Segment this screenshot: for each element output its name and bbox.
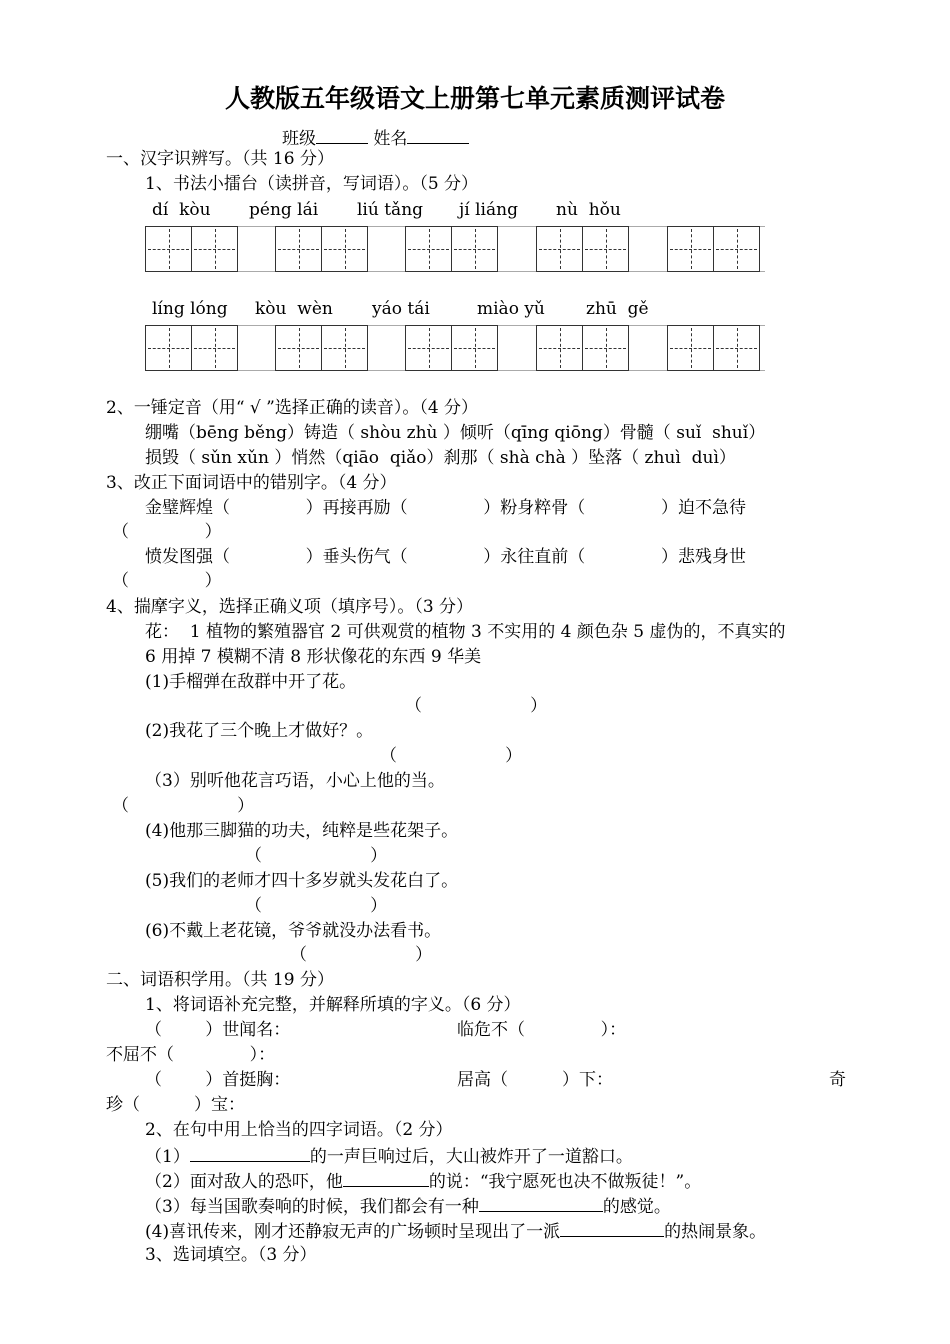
section-1-heading: 一、汉字识辨写。（共 16 分） xyxy=(106,149,334,169)
q1-heading: 1、书法小擂台（读拼音，写词语）。（5 分） xyxy=(145,174,479,194)
s2-q2-heading: 2、在句中用上恰当的四字词语。（2 分） xyxy=(145,1120,453,1140)
idiom-fill-f-start: 奇 xyxy=(829,1070,846,1090)
q4-sentence-4: (4)他那三脚猫的功夫，纯粹是些花架子。 xyxy=(145,821,459,841)
writing-box[interactable] xyxy=(275,226,368,272)
q4-sentence-5: (5)我们的老师才四十多岁就头发花白了。 xyxy=(145,871,459,891)
pinyin-2: péng lái xyxy=(249,200,319,220)
s2-q1-heading: 1、将词语补充完整，并解释所填的字义。（6 分） xyxy=(145,995,521,1015)
answer-paren[interactable]: （ ） xyxy=(290,945,433,965)
section-2-heading: 二、词语积学用。（共 19 分） xyxy=(106,970,334,990)
q3-line-1-cont: （ ） xyxy=(112,522,222,542)
q4-heading: 4、揣摩字义，选择正确义项（填序号）。（3 分） xyxy=(106,597,474,617)
answer-paren[interactable]: （ ） xyxy=(380,746,523,766)
fill-blank[interactable] xyxy=(560,1219,664,1237)
fill-blank[interactable] xyxy=(190,1144,310,1162)
s2-q2-sentence-3: （3）每当国歌奏响的时候，我们都会有一种 的感觉。 xyxy=(145,1194,671,1218)
writing-box[interactable] xyxy=(405,325,498,371)
idiom-fill-f[interactable]: 珍（ ）宝： xyxy=(106,1095,246,1115)
q4-sentence-1: (1)手榴弹在敌群中开了花。 xyxy=(145,672,357,692)
pinyin-1: dí kòu xyxy=(152,200,211,220)
writing-box[interactable] xyxy=(536,226,629,272)
q4-sentence-6: (6)不戴上老花镜，爷爷就没办法看书。 xyxy=(145,921,442,941)
q2-heading: 2、一锤定音（用“ √ ”选择正确的读音）。（4 分） xyxy=(106,398,479,418)
idiom-fill-c[interactable]: 不屈不（ ）： xyxy=(106,1045,276,1065)
s2-q2-sentence-1: （1） 的一声巨响过后，大山被炸开了一道豁口。 xyxy=(145,1144,633,1168)
answer-paren[interactable]: （ ） xyxy=(405,696,548,716)
s2-q2-sentence-2: （2）面对敌人的恐吓，他 的说：“我宁愿死也决不做叛徒！”。 xyxy=(145,1169,701,1193)
writing-box[interactable] xyxy=(667,226,760,272)
idiom-fill-a[interactable]: （ ）世闻名： xyxy=(145,1020,291,1040)
writing-box[interactable] xyxy=(145,325,238,371)
s2-q3-heading: 3、选词填空。（3 分） xyxy=(145,1245,317,1265)
fill-blank[interactable] xyxy=(343,1169,429,1187)
q4-sentence-2: (2)我花了三个晚上才做好？。 xyxy=(145,721,374,741)
pinyin-9: miào yǔ xyxy=(477,299,545,319)
q3-heading: 3、改正下面词语中的错别字。（4 分） xyxy=(106,473,397,493)
pinyin-4: jí liáng xyxy=(459,200,518,220)
writing-box[interactable] xyxy=(145,226,238,272)
writing-grid-row-2 xyxy=(145,325,765,371)
pinyin-10: zhū gě xyxy=(586,299,649,319)
pinyin-7: kòu wèn xyxy=(255,299,333,319)
pinyin-8: yáo tái xyxy=(372,299,430,319)
pinyin-5: nù hǒu xyxy=(556,200,621,220)
writing-box[interactable] xyxy=(667,325,760,371)
class-blank[interactable] xyxy=(316,126,368,144)
answer-paren[interactable]: （ ） xyxy=(112,796,255,816)
idiom-fill-b[interactable]: 临危不（ ）： xyxy=(457,1020,627,1040)
s2-q2-sentence-4: (4)喜讯传来，刚才还静寂无声的广场顿时呈现出了一派 的热闹景象。 xyxy=(145,1219,766,1243)
class-label: 班级 xyxy=(282,129,316,149)
answer-paren[interactable]: （ ） xyxy=(245,846,388,866)
page-title: 人教版五年级语文上册第七单元素质测评试卷 xyxy=(224,84,725,113)
writing-box[interactable] xyxy=(536,325,629,371)
idiom-fill-d[interactable]: （ ）首挺胸： xyxy=(145,1070,291,1090)
q3-line-1: 金璧辉煌（ ）再接再励（ ）粉身粹骨（ ）迫不急待 xyxy=(145,498,746,518)
answer-paren[interactable]: （ ） xyxy=(245,896,388,916)
q3-line-2-cont: （ ） xyxy=(112,571,222,591)
q3-line-2: 愤发图强（ ）垂头伤气（ ）永往直前（ ）悲残身世 xyxy=(145,547,746,567)
pinyin-3: liú tǎng xyxy=(357,200,424,220)
q4-definitions-1: 花： 1 植物的繁殖器官 2 可供观赏的植物 3 不实用的 4 颜色杂 5 虚伪的，不真实的 xyxy=(145,622,786,642)
writing-box[interactable] xyxy=(405,226,498,272)
q4-sentence-3: （3）别听他花言巧语，小心上他的当。 xyxy=(145,771,445,791)
pinyin-6: líng lóng xyxy=(152,299,228,319)
q2-line-1: 绷嘴（bēng běng）铸造（ shòu zhù ）倾听（qīng qiōng）骨髓（ suǐ shuǐ） xyxy=(145,423,766,443)
name-blank[interactable] xyxy=(407,126,469,144)
class-name-line xyxy=(282,126,469,150)
writing-grid-row-1 xyxy=(145,226,765,272)
fill-blank[interactable] xyxy=(479,1194,603,1212)
idiom-fill-e[interactable]: 居高（ ）下： xyxy=(457,1070,614,1090)
q4-definitions-2: 6 用掉 7 模糊不清 8 形状像花的东西 9 华美 xyxy=(145,647,482,667)
name-label: 姓名 xyxy=(373,129,408,149)
writing-box[interactable] xyxy=(275,325,368,371)
q2-line-2: 损毁（ sǔn xǔn ）悄然（qiāo qiǎo）刹那（ shà chà ）坠落（ zhuì duì） xyxy=(145,448,736,468)
